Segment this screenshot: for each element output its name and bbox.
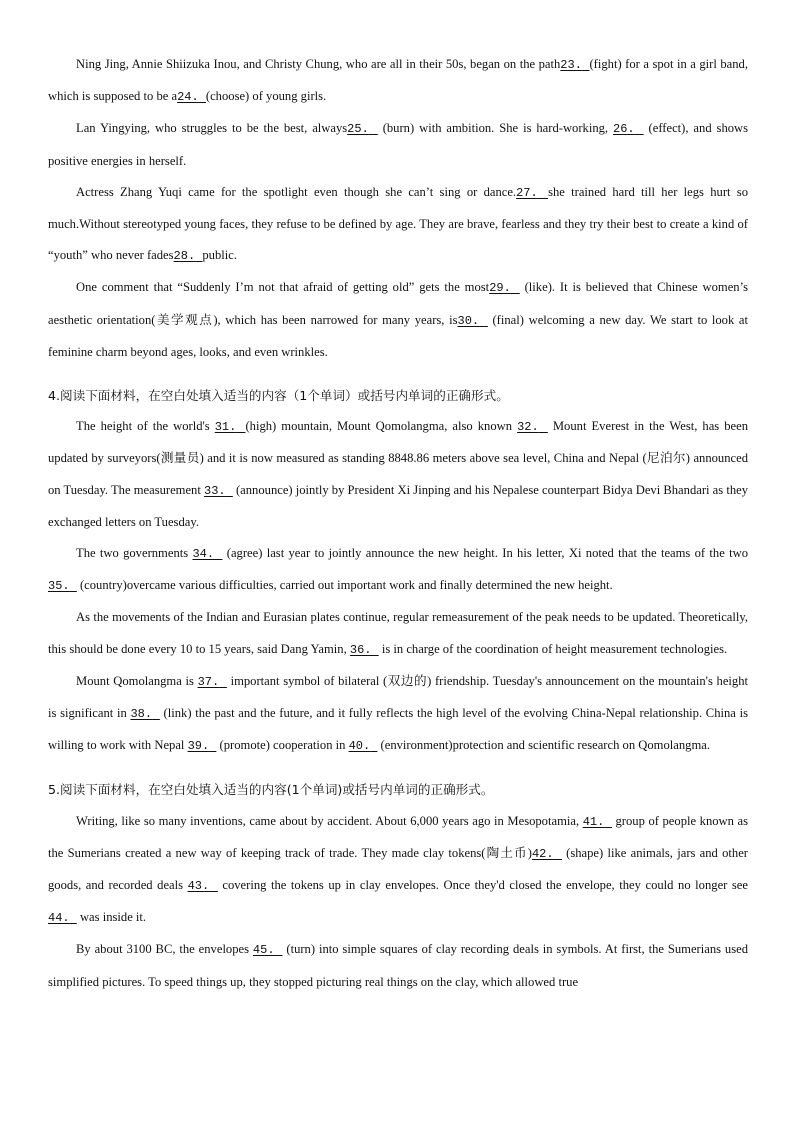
answer-blank[interactable]: 42. <box>531 846 554 861</box>
answer-blank[interactable]: 39. <box>187 739 210 754</box>
answer-blank-space <box>70 911 77 925</box>
answer-blank[interactable]: 35. <box>48 579 70 594</box>
text-run: cooperation in <box>269 738 349 753</box>
word-hint: (high) <box>245 419 277 434</box>
text-run: As the movements of the Indian and Eurasian plates continue, regular remeasurement of the peak needs to be updated. Theoretically, this should be done every 10 to 15 years, said Dang Yamin, <box>48 610 748 656</box>
paragraph <box>48 806 748 935</box>
answer-blank-space <box>371 643 378 657</box>
answer-blank[interactable]: 36. <box>349 642 372 657</box>
word-hint: (agree) <box>222 546 263 561</box>
word-hint: (like) <box>519 280 552 295</box>
text-run: , and shows positive energies in herself. <box>48 121 749 168</box>
text-run: overcame various difficulties, carried out important work and finally determined the new height. <box>126 578 613 593</box>
answer-blank-space <box>635 122 644 136</box>
text-run: for a spot in a girl band, which is supposed to be a <box>48 57 748 104</box>
answer-blank[interactable]: 26. <box>613 122 635 137</box>
answer-blank[interactable]: 44. <box>48 911 70 926</box>
paragraph <box>48 602 748 665</box>
answer-blank[interactable]: 41. <box>582 814 605 829</box>
text-run: with ambition. She is hard-working, <box>414 121 614 136</box>
paragraph <box>48 177 748 273</box>
word-hint: (choose) <box>205 89 250 104</box>
section <box>48 49 748 368</box>
answer-blank[interactable]: 45. <box>252 943 275 958</box>
word-hint: (fight) <box>589 57 622 71</box>
answer-blank[interactable]: 32. <box>517 420 539 435</box>
paragraph <box>48 538 748 602</box>
answer-blank[interactable]: 34. <box>192 547 215 562</box>
text-run: last year to jointly announce the new height. In his letter, Xi noted that the teams of the two <box>262 546 749 561</box>
text-run: Writing, like so many inventions, came about by accident. About 6,000 years ago in Mesopotamia, <box>76 813 583 828</box>
answer-blank[interactable]: 24. <box>177 90 199 105</box>
paragraph <box>48 411 748 538</box>
text-run: protection and scientific research on Qomolangma. <box>452 738 710 753</box>
text-run: she trained hard till her legs hurt so much.Without stereotyped young faces, they refuse to be defined by age. They are brave, fearless and they try their best to create a kind of “youth” who never fades <box>48 184 748 263</box>
text-run: Actress Zhang Yuqi came for the spotlight even though she can’t sing or dance. <box>76 184 517 199</box>
paragraph <box>48 666 748 763</box>
text-run: The two governments <box>76 546 193 561</box>
answer-blank[interactable]: 37. <box>197 674 220 689</box>
section <box>48 380 748 762</box>
answer-blank-space <box>479 314 488 328</box>
section-title: 4.阅读下面材料，在空白处填入适当的内容（1个单词）或括号内单词的正确形式。 <box>48 388 509 404</box>
word-hint: (environment) <box>377 738 453 753</box>
answer-blank-space <box>554 847 562 861</box>
text-run: welcoming a new day. We start to look at feminine charm beyond ages, looks, and even wrinkles. <box>48 312 749 359</box>
answer-blank[interactable]: 31. <box>214 420 237 435</box>
word-hint: (link) <box>159 706 192 721</box>
text-run: covering the tokens up in clay envelopes. Once they'd closed the envelope, they could no longer see <box>217 878 748 893</box>
text-run: of young girls. <box>249 89 327 104</box>
word-hint: (promote) <box>216 738 270 753</box>
answer-blank-space <box>511 281 520 295</box>
answer-blank-space <box>538 186 548 200</box>
answer-blank[interactable]: 23. <box>560 58 582 72</box>
answer-blank-space <box>226 484 233 498</box>
answer-blank[interactable]: 33. <box>204 483 226 498</box>
answer-blank-space <box>604 815 612 829</box>
answer-blank[interactable]: 25. <box>347 122 369 137</box>
text-run: (turn) into simple squares of clay recording deals in symbols. At first, the Sumerians used simplified pictures. To speed things up, they stopped picturing real things on the clay, which allowed true <box>48 942 748 989</box>
answer-blank-space <box>219 675 227 689</box>
text-run: was inside it. <box>76 910 147 925</box>
text-run: Mount Qomolangma is <box>76 673 198 688</box>
paragraph <box>48 272 748 368</box>
section-title: 5.阅读下面材料，在空白处填入适当的内容(1个单词)或括号内单词的正确形式。 <box>48 782 494 798</box>
answer-blank-space <box>539 420 548 434</box>
text-run: the past and the future, and it fully reflects the high level of the evolving China-Nepal relationship. China is willing to work with Nepal <box>48 706 748 753</box>
answer-blank[interactable]: 27. <box>516 185 538 200</box>
answer-blank[interactable]: 28. <box>173 249 196 264</box>
paragraph <box>48 113 748 176</box>
text-run: public. <box>202 248 237 263</box>
text-run: Mount Everest in the West, has been updated by surveyors(测量员) and it is now measured as standing 8848.86 meters above sea level, China and Nepal (尼泊尔) announced on Tuesday. The measurement <box>48 419 749 497</box>
word-hint: (country) <box>76 578 127 593</box>
paragraph <box>48 49 748 113</box>
text-run: Ning Jing, Annie Shiizuka Inou, and Christy Chung, who are all in their 50s, began on the path <box>76 57 561 71</box>
paragraph <box>48 934 748 997</box>
answer-blank-space <box>152 707 160 721</box>
answer-blank-space <box>199 90 206 104</box>
text-run: The height of the world's <box>76 419 215 434</box>
text-run: Lan Yingying, who struggles to be the best, always <box>76 121 348 136</box>
text-run: (shape) like animals, jars and other goods, and recorded deals <box>48 845 749 893</box>
text-run: By about 3100 BC, the envelopes <box>76 942 253 957</box>
answer-blank[interactable]: 38. <box>130 707 153 722</box>
answer-blank[interactable]: 40. <box>348 739 371 754</box>
word-hint: (burn) <box>377 121 415 136</box>
word-hint: (effect) <box>643 121 686 136</box>
answer-blank-space <box>70 579 77 593</box>
answer-blank-space <box>369 122 378 136</box>
answer-blank[interactable]: 29. <box>489 281 511 296</box>
text-run: One comment that “Suddenly I’m not that afraid of getting old” gets the most <box>76 280 490 295</box>
text-run: . It is believed that Chinese women’s aesthetic orientation(美学观点), which has been narrowed for many years, is <box>48 280 748 327</box>
document-body <box>48 49 748 998</box>
text-run: mountain, Mount Qomolangma, also known <box>276 419 518 434</box>
word-hint: (final) <box>487 312 524 327</box>
text-run: (announce) jointly by President Xi Jinping and his Nepalese counterpart Bidya Devi Bhandari as they exchanged letters on Tuesday. <box>48 482 748 529</box>
text-run: is in charge of the coordination of height measurement technologies. <box>378 641 728 656</box>
answer-blank[interactable]: 30. <box>457 313 480 328</box>
answer-blank-space <box>209 879 218 893</box>
answer-blank[interactable]: 43. <box>187 879 210 894</box>
text-run: important symbol of bilateral (双边的) friendship. Tuesday's announcement on the mountain's height is significant in <box>48 673 749 721</box>
section <box>48 774 748 997</box>
text-run: group of people known as the Sumerians created a new way of keeping track of trade. They made clay tokens(陶土币) <box>48 813 748 860</box>
